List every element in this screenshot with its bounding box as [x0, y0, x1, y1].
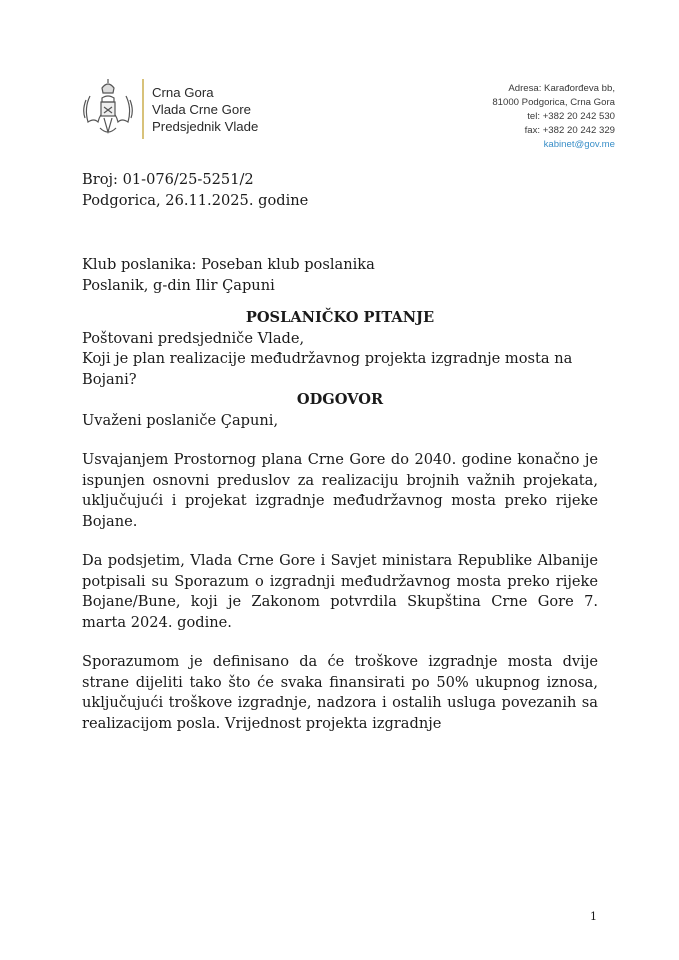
- document-body: [82, 170, 598, 753]
- question-text: Koji je plan realizacije međudržavnog projekta izgradnje mosta na Bojani?: [82, 350, 573, 388]
- org-line-office: Predsjednik Vlade: [152, 118, 259, 134]
- city-line: 81000 Podgorica, Crna Gora: [492, 97, 615, 108]
- recipient-club: Klub poslanika: Poseban klub poslanika: [82, 256, 375, 273]
- letterhead-left: [80, 78, 258, 140]
- recipient-block: [82, 255, 598, 296]
- letterhead-divider: [142, 79, 144, 139]
- montenegro-coat-of-arms-icon: [80, 78, 136, 140]
- address-line: Adresa: Karađorđeva bb,: [508, 83, 615, 94]
- question-salutation: Poštovani predsjedniče Vlade,: [82, 329, 305, 347]
- question-title: POSLANIČKO PITANJE: [245, 309, 435, 326]
- page-number: 1: [590, 910, 597, 923]
- answer-paragraph: Da podsjetim, Vlada Crne Gore i Savjet ministara Republike Albanije potpisali su Sporazum o izgradnji međudržavnog mosta preko rijeke Bojane/Bune, koji je Zakonom potvrdila Skupština Crne Gore 7. marta 2024. godine.: [82, 552, 598, 631]
- place-date: Podgorica, 26.11.2025. godine: [82, 191, 309, 209]
- document-meta: [82, 170, 598, 211]
- document-number: Broj: 01-076/25-5251/2: [82, 171, 254, 188]
- answer-paragraph: Sporazumom je definisano da će troškove izgradnje mosta dvije strane dijeliti tako što će svaka finansirati po 50% ukupnog iznosa, uključujući troškove izgradnje, nadzora i ostalih usluga povezanih sa realizacijom posla. Vrijednost projekta izgradnje: [82, 653, 598, 732]
- answer-paragraph: Usvajanjem Prostornog plana Crne Gore do 2040. godine konačno je ispunjen osnovni preduslov za realizaciju brojnih važnih projekata, uključujući i projekat izgradnje međudržavnog mosta preko rijeke Bojane.: [82, 451, 598, 530]
- org-line-government: Vlada Crne Gore: [152, 101, 251, 117]
- phone-line: tel: +382 20 242 530: [527, 111, 615, 122]
- organization-name: [152, 84, 258, 135]
- fax-line: fax: +382 20 242 329: [524, 125, 615, 136]
- email-link[interactable]: kabinet@gov.me: [543, 139, 615, 150]
- answer-salutation: Uvaženi poslaniče Çapuni,: [82, 411, 279, 429]
- answer-title: ODGOVOR: [296, 391, 384, 408]
- recipient-mp: Poslanik, g-din Ilir Çapuni: [82, 276, 275, 294]
- org-line-country: Crna Gora: [152, 84, 214, 100]
- contact-block: [492, 82, 615, 152]
